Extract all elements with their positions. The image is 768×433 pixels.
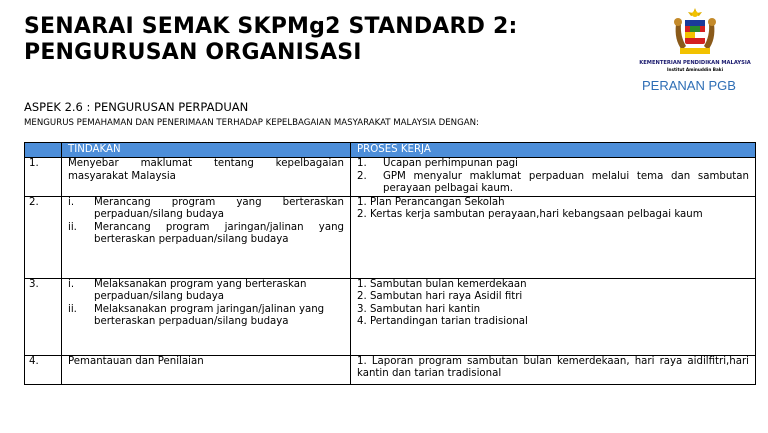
- title-line-2: PENGURUSAN ORGANISASI: [24, 40, 362, 65]
- proses-line: 2. Sambutan hari raya Asidil fitri: [357, 291, 523, 302]
- tindakan-cell: [62, 355, 351, 384]
- tindakan-cell: [62, 158, 351, 197]
- row-number: 4.: [25, 355, 62, 384]
- row-number: 3.: [25, 278, 62, 355]
- table-row: [25, 158, 756, 197]
- tindakan-cell: [62, 278, 351, 355]
- header-number: [25, 143, 62, 158]
- checklist-table: [24, 142, 756, 385]
- table-row: [25, 278, 756, 355]
- header-proses-kerja: PROSES KERJA: [351, 143, 756, 158]
- title-line-1: SENARAI SEMAK SKPMg2 STANDARD 2:: [24, 14, 518, 39]
- row-number: 2.: [25, 196, 62, 278]
- list-item: i. Merancang program yang berteraskan perpaduan/silang budaya: [68, 196, 344, 220]
- proses-cell: [351, 278, 756, 355]
- header-tindakan: TINDAKAN: [62, 143, 351, 158]
- proses-line: 4. Pertandingan tarian tradisional: [357, 316, 528, 327]
- proses-cell: [351, 355, 756, 384]
- tindakan-text: Pemantauan dan Penilaian: [68, 355, 204, 367]
- aspect-subtitle: MENGURUS PEMAHAMAN DAN PENERIMAAN TERHADAP KEPELBAGAIAN MASYARAKAT MALAYSIA DENGAN:: [24, 118, 479, 128]
- proses-line: 1. Laporan program sambutan bulan kemerdekaan, hari raya aidilfitri,hari kantin dan tarian tradisional: [357, 355, 749, 379]
- row-number: 1.: [25, 158, 62, 197]
- aspect-title: ASPEK 2.6 : PENGURUSAN PERPADUAN: [24, 100, 249, 114]
- list-item: ii. Melaksanakan program jaringan/jalinan yang berteraskan perpaduan/silang budaya: [68, 303, 325, 327]
- institute-name: Institut Aminuddin Baki: [666, 67, 724, 72]
- proses-line: 2. Kertas kerja sambutan perayaan,hari kebangsaan pelbagai kaum: [357, 209, 703, 220]
- list-item: 2. GPM menyalur maklumat perpaduan melalui tema dan sambutan perayaan pelbagai kaum.: [357, 170, 749, 194]
- proses-line: 3. Sambutan hari kantin: [357, 303, 481, 315]
- proses-line: 1. Plan Perancangan Sekolah: [357, 196, 505, 208]
- list-item: ii. Merancang program jaringan/jalinan yang berteraskan perpaduan/silang budaya: [68, 221, 344, 245]
- table-row: [25, 355, 756, 384]
- proses-cell: [351, 158, 756, 197]
- ministry-name: KEMENTERIAN PENDIDIKAN MALAYSIA: [639, 60, 751, 66]
- list-item: i. Melaksanakan program yang berteraskan perpaduan/silang budaya: [68, 278, 307, 302]
- table-header-row: [25, 143, 756, 158]
- ministry-logo: [630, 6, 760, 74]
- proses-cell: [351, 196, 756, 278]
- page-title: [24, 14, 517, 66]
- coat-of-arms-icon: [666, 6, 724, 58]
- list-item: 1. Ucapan perhimpunan pagi: [357, 158, 518, 169]
- tindakan-cell: [62, 196, 351, 278]
- tindakan-text: Menyebar maklumat tentang kepelbagaian masyarakat Malaysia: [68, 158, 344, 182]
- proses-line: 1. Sambutan bulan kemerdekaan: [357, 278, 527, 290]
- table-row: [25, 196, 756, 278]
- role-label: PERANAN PGB: [642, 78, 736, 93]
